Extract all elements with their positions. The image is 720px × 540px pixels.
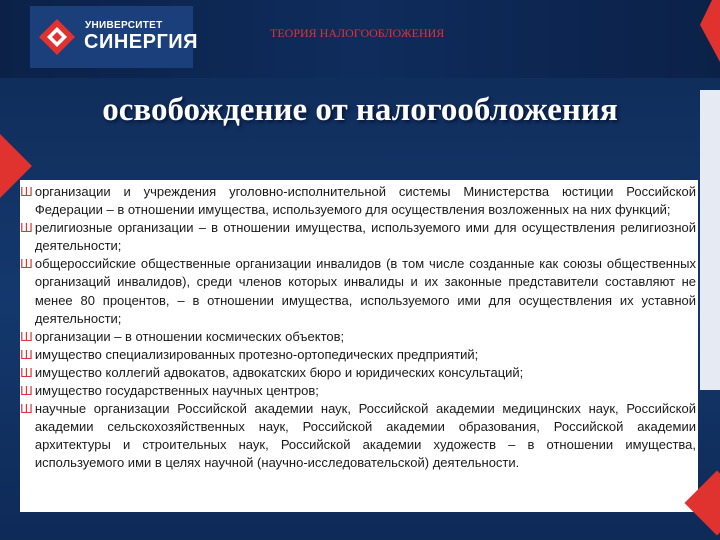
course-topic: ТЕОРИЯ НАЛОГООБЛОЖЕНИЯ: [270, 26, 445, 40]
list-item-text: организации и учреждения уголовно-исполнительной системы Министерства юстиции Российской Федерации – в отношении имущества, используемого для осуществления возложенных на них функций;: [34, 184, 696, 218]
list-bullet: Ш: [20, 185, 33, 199]
list-bullet: Ш: [20, 347, 33, 362]
list-item-text: общероссийские общественные организации инвалидов (в том числе созданные как союзы общественных организаций инвалидов), среди членов которых инвалиды и их законные представители составляют не менее 80 процентов, – в отношении имущества, используемого ими для осуществления их уставной деятельности;: [34, 256, 696, 326]
list-item-text: религиозные организации – в отношении имущества, используемого ими для осуществления религиозной деятельности;: [34, 220, 696, 254]
list-bullet: Ш: [20, 221, 33, 236]
list-bullet: Ш: [20, 257, 33, 272]
list-bullet: Ш: [20, 329, 33, 344]
content-panel: [20, 180, 698, 512]
list-item: [20, 219, 696, 255]
list-bullet: Ш: [20, 384, 33, 399]
list-item: [20, 382, 696, 400]
logo-line-1: УНИВЕРСИТЕТ: [85, 20, 163, 31]
list-bullet: Ш: [20, 402, 33, 417]
list-item-text: имущество специализированных протезно-ортопедических предприятий;: [34, 346, 479, 362]
slide-title: освобождение от налогообложения: [102, 92, 618, 128]
list-item: [20, 346, 696, 364]
synergy-logo-icon: [38, 18, 76, 56]
list-item: [20, 255, 696, 327]
list-item: [20, 183, 696, 219]
logo-line-2: СИНЕРГИЯ: [84, 31, 199, 53]
list-item-text: научные организации Российской академии наук, Российской академии медицинских наук, Российской академии сельскохозяйственных наук, Российской академии образования, Российской академии архитектуры и строительных наук, Российской академии художеств – в отношении имущества, используемого ими в целях научной (научно-исследовательской) деятельности.: [34, 401, 696, 471]
list-item-text: имущество государственных научных центров;: [34, 383, 319, 399]
list-item: [20, 328, 696, 346]
university-logo: [30, 6, 199, 68]
list-item: [20, 400, 696, 472]
list-item-text: имущество коллегий адвокатов, адвокатских бюро и юридических консультаций;: [34, 364, 524, 380]
exemption-list: [20, 183, 696, 473]
decorative-stripe: [700, 90, 720, 390]
list-item: [20, 364, 696, 382]
list-bullet: Ш: [20, 365, 33, 380]
list-item-text: организации – в отношении космических объектов;: [34, 328, 345, 344]
